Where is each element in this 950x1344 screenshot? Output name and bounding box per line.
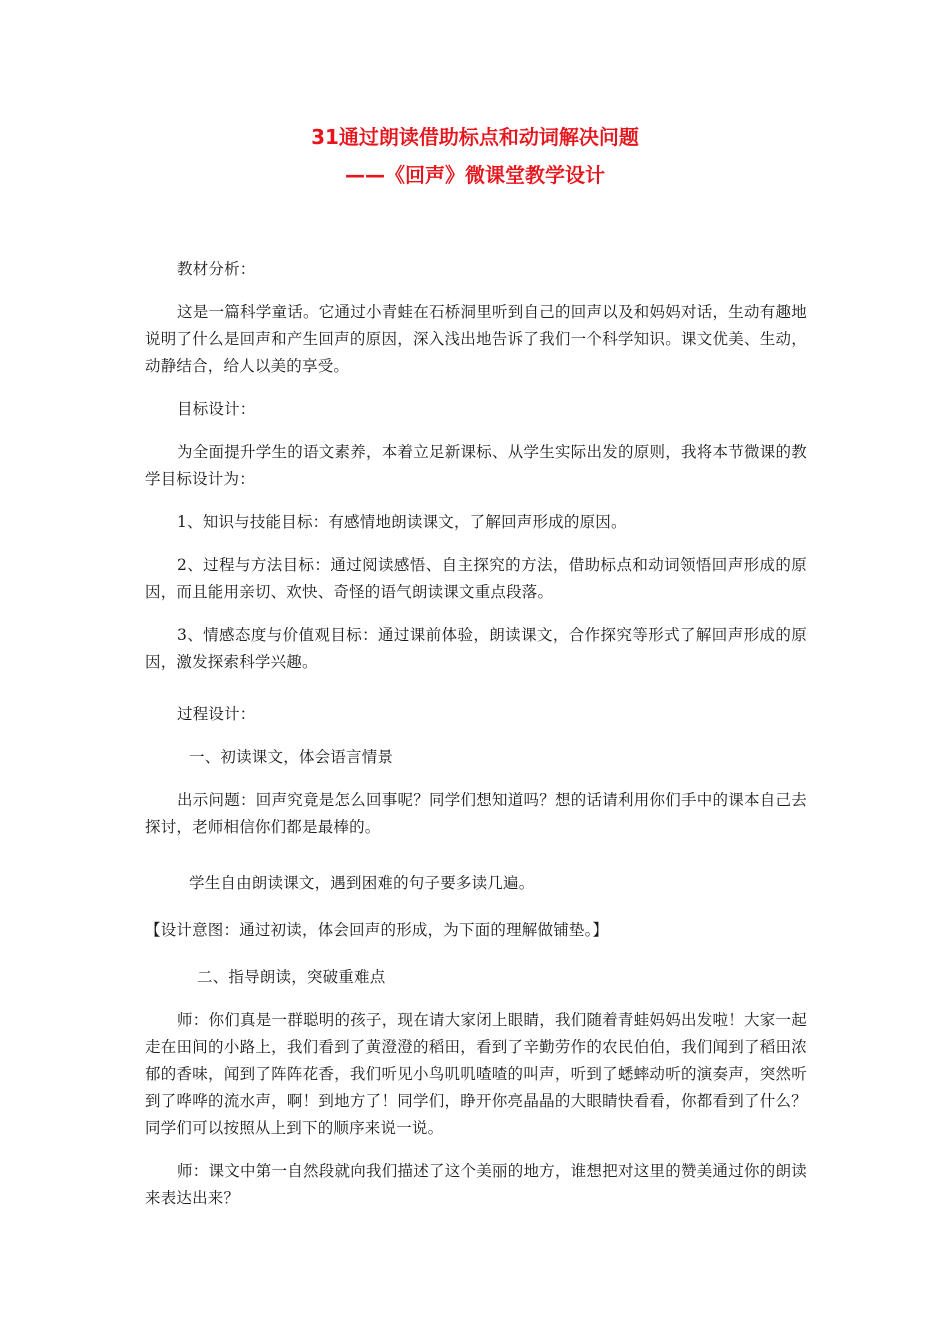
- paragraph-teacher-2: 师：课文中第一自然段就向我们描述了这个美丽的地方，谁想把对这里的赞美通过你的朗读来表达出来？: [145, 1162, 807, 1207]
- heading-material-analysis: 教材分析：: [177, 260, 256, 278]
- goal-item-1: 1、知识与技能目标：有感情地朗读课文，了解回声形成的原因。: [177, 513, 627, 531]
- design-intent-note: 【设计意图：通过初读，体会回声的形成，为下面的理解做铺垫。】: [145, 921, 609, 939]
- document-body: [145, 256, 807, 1212]
- paragraph-question: 出示问题：回声究竟是怎么回事呢？同学们想知道吗？想的话请利用你们手中的课本自己去探讨，老师相信你们都是最棒的。: [145, 791, 807, 836]
- paragraph-goal-intro: 为全面提升学生的语文素养，本着立足新课标、从学生实际出发的原则，我将本节微课的教学目标设计为：: [145, 443, 807, 488]
- document-subtitle: ——《回声》微课堂教学设计: [345, 163, 605, 187]
- goal-item-2: 2、过程与方法目标：通过阅读感悟、自主探究的方法，借助标点和动词领悟回声形成的原因，而且能用亲切、欢快、奇怪的语气朗读课文重点段落。: [145, 556, 807, 601]
- section-heading-1: 一、初读课文，体会语言情景: [189, 748, 394, 766]
- section-heading-2: 二、指导朗读，突破重难点: [197, 968, 386, 986]
- paragraph-teacher-1: 师：你们真是一群聪明的孩子，现在请大家闭上眼睛，我们随着青蛙妈妈出发啦！大家一起走在田间的小路上，我们看到了黄澄澄的稻田，看到了辛勤劳作的农民伯伯，我们闻到了稻田浓郁的香味，闻到了阵阵花香，我们听见小鸟叽叽喳喳的叫声，听到了蟋蟀动听的演奏声，突然听到了哗哗的流水声，啊！到地方了！同学们，睁开你亮晶晶的大眼睛快看看，你都看到了什么？同学们可以按照从上到下的顺序来说一说。: [145, 1011, 807, 1137]
- paragraph-material-analysis: 这是一篇科学童话。它通过小青蛙在石桥洞里听到自己的回声以及和妈妈对话，生动有趣地说明了什么是回声和产生回声的原因，深入浅出地告诉了我们一个科学知识。课文优美、生动，动静结合，给人以美的享受。: [145, 303, 807, 375]
- document-title: 31通过朗读借助标点和动词解决问题: [311, 125, 639, 149]
- heading-process-design: 过程设计：: [177, 705, 256, 723]
- goal-item-3: 3、情感态度与价值观目标：通过课前体验，朗读课文，合作探究等形式了解回声形成的原因，激发探索科学兴趣。: [145, 626, 807, 671]
- heading-goal-design: 目标设计：: [177, 400, 256, 418]
- paragraph-free-reading: 学生自由朗读课文，遇到困难的句子要多读几遍。: [189, 874, 535, 892]
